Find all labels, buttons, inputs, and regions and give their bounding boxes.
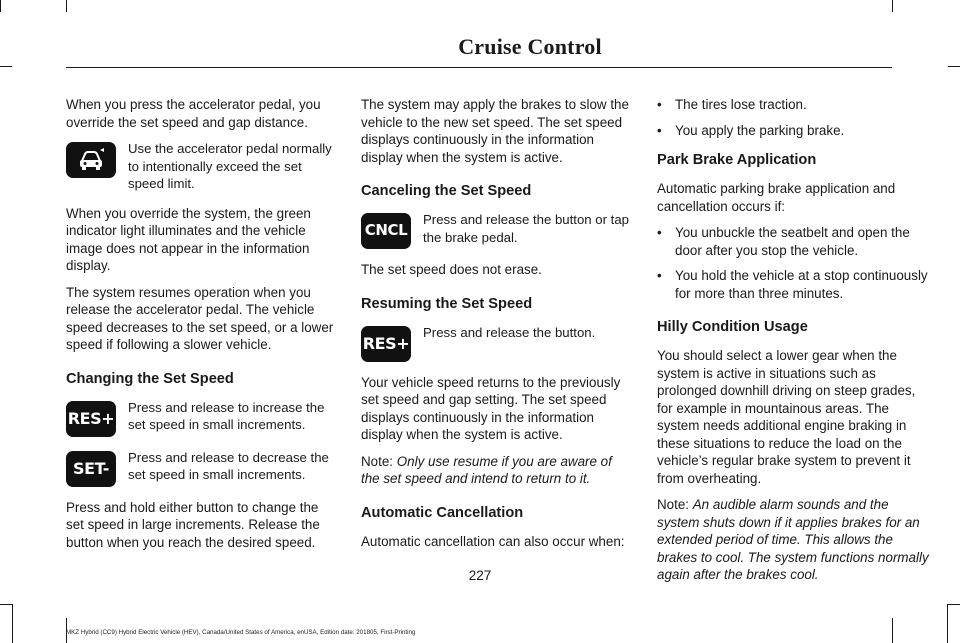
crop-mark xyxy=(12,604,13,643)
crop-mark xyxy=(0,66,12,67)
override-text: Use the accelerator pedal normally to intentionally exceed the set speed limit. xyxy=(128,141,332,191)
paragraph: You should select a lower gear when the system is active in situations such as prolonged downhill driving on steep grades, for example in mountainous areas. The system needs additional engine braking in these situations to reduce the load on the vehicle’s regular brake system to prevent it from overheating. xyxy=(657,348,916,486)
cncl-instruction xyxy=(361,211,633,249)
bullet-list xyxy=(657,96,929,139)
note-text: Only use resume if you are aware of the set speed and intend to return to it. xyxy=(361,453,612,486)
paragraph: The system resumes operation when you release the accelerator pedal. The vehicle speed decreases to the set speed, or a lower speed if following a slower vehicle. xyxy=(66,284,334,352)
res-instruction-text: Press and release to increase the set speed in small increments. xyxy=(128,399,325,432)
page-title-text: Cruise Control xyxy=(458,34,602,59)
note-text: An audible alarm sounds and the system shuts down if it applies brakes for an extended period of time. This allows the brakes to cool. The system functions normally again after the brakes cool. xyxy=(657,497,929,582)
footer-text: MKZ Hybrid (CC9) Hybrid Electric Vehicle (HEV), Canada/United States of America, enUSA, Edition date: 201805, First-Printing xyxy=(66,629,416,636)
section-heading: Automatic Cancellation xyxy=(361,504,524,521)
header-rule xyxy=(66,67,892,68)
note-label: Note: xyxy=(657,497,690,512)
note-label: Note: xyxy=(361,453,394,469)
cncl-button-icon: CNCL xyxy=(361,213,411,249)
crop-mark xyxy=(0,604,13,605)
set-instruction-text: Press and release to decrease the set speed in small increments. xyxy=(128,449,329,482)
paragraph: Automatic parking brake application and cancellation occurs if: xyxy=(657,181,896,214)
section-heading: Park Brake Application xyxy=(657,152,817,168)
column-middle xyxy=(361,96,633,559)
paragraph: Automatic cancellation can also occur when: xyxy=(361,533,625,549)
resume-instruction-text: Press and release the button. xyxy=(423,324,596,340)
crop-mark xyxy=(947,604,948,643)
crop-mark xyxy=(948,66,960,67)
list-item: • You hold the vehicle at a stop continuously for more than three minutes. xyxy=(657,267,929,302)
paragraph: When you override the system, the green indicator light illuminates and the vehicle image does not appear in the information display. xyxy=(66,205,311,273)
paragraph: Your vehicle speed returns to the previously set speed and gap setting. The set speed displays continuously in the information display when the system is active. xyxy=(361,374,621,442)
list-item: • You unbuckle the seatbelt and open the door after you stop the vehicle. xyxy=(657,224,929,259)
section-heading: Resuming the Set Speed xyxy=(361,295,533,312)
set-instruction xyxy=(66,449,338,487)
paragraph: The set speed does not erase. xyxy=(361,262,542,277)
override-instruction xyxy=(66,140,338,193)
section-heading: Changing the Set Speed xyxy=(66,370,234,387)
vehicle-pedal-icon xyxy=(66,142,116,178)
section-heading: Hilly Condition Usage xyxy=(657,319,808,335)
crop-mark xyxy=(66,0,67,12)
column-left xyxy=(66,96,338,560)
list-item: • The tires lose traction. xyxy=(657,96,929,114)
column-right xyxy=(657,96,929,593)
res-plus-button-icon: RES+ xyxy=(361,326,411,362)
res-plus-button-icon: RES+ xyxy=(66,401,116,437)
bullet-list xyxy=(657,224,929,302)
page-title xyxy=(0,34,960,60)
section-heading: Canceling the Set Speed xyxy=(361,183,532,199)
paragraph: The system may apply the brakes to slow the vehicle to the new set speed. The set speed displays continuously in the information display when the system is active. xyxy=(361,97,629,165)
crop-mark xyxy=(892,618,893,643)
resume-instruction xyxy=(361,324,633,362)
set-minus-button-icon: SET- xyxy=(66,451,116,487)
crop-mark xyxy=(892,0,893,12)
paragraph: Press and hold either button to change the set speed in large increments. Release the button when you reach the desired speed. xyxy=(66,499,320,550)
crop-mark xyxy=(0,0,1,12)
crop-mark xyxy=(947,604,960,605)
note xyxy=(361,453,633,488)
cncl-instruction-text: Press and release the button or tap the brake pedal. xyxy=(423,212,630,245)
list-item: • You apply the parking brake. xyxy=(657,122,929,140)
page-number: 227 xyxy=(468,568,492,583)
res-instruction xyxy=(66,399,338,437)
paragraph: When you press the accelerator pedal, you override the set speed and gap distance. xyxy=(66,97,321,130)
